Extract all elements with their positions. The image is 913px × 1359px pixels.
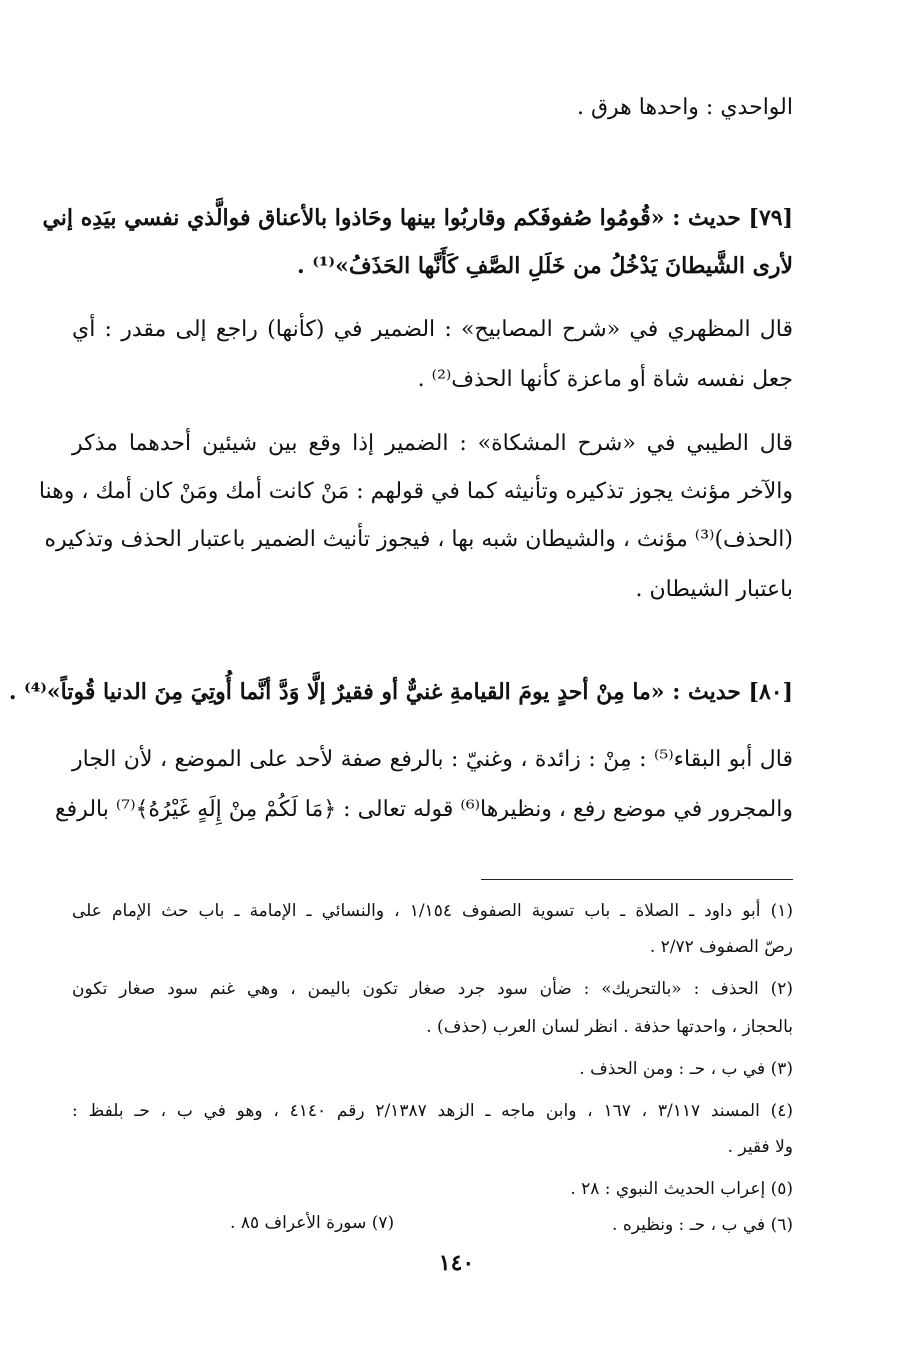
hadith-79-line-1: [٧٩] حديث : «قُومُوا صُفوفَكم وقاربُوا بينها وحَاذوا بالأعناق فوالَّذي نفسي بيَدِه إني (42, 205, 793, 231)
footnote-7: (٧) سورة الأعراف ٨٥ . (230, 1213, 395, 1233)
abulbaqa-line-2: والمجرور في موضع رفع ، ونظيرها⁽⁶⁾ قوله تعالى : ﴿مَا لَكُمْ مِنْ إِلَهٍ غَيْرُهُ﴾⁽⁷⁾ بالرفع (54, 797, 793, 822)
footnote-4-line-1: (٤) المسند ٣/١١٧ ، ١٦٧ ، وابن ماجه ـ الزهد ٢/١٣٨٧ رقم ٤١٤٠ ، وهو في ب ، حـ بلفظ : (72, 1101, 794, 1121)
footnote-separator (481, 879, 793, 880)
mazhari-line-1: قال المظهري في «شرح المصابيح» : الضمير في (كأنها) راجع إلى مقدر : أي (72, 317, 793, 342)
tibi-line-3: (الحذف)⁽³⁾ مؤنث ، والشيطان شبه بها ، فيجوز تأنيث الضمير باعتبار الحذف وتذكيره (44, 527, 793, 552)
footnote-2-line-2: بالحجاز ، واحدتها حذفة . انظر لسان العرب (حذف) . (426, 1017, 793, 1037)
tibi-line-4: باعتبار الشيطان . (635, 577, 793, 602)
footnote-4-line-2: ولا فقير . (727, 1137, 793, 1157)
tibi-line-2: والآخر مؤنث يجوز تذكيره وتأنيثه كما في قولهم : مَنْ كانت أمك ومَنْ كان أمك ، وهنا (38, 479, 793, 504)
mazhari-line-2: جعل نفسه شاة أو ماعزة كأنها الحذف⁽²⁾ . (417, 367, 793, 392)
footnote-1-line-1: (١) أبو داود ـ الصلاة ـ باب تسوية الصفوف ١/١٥٤ ، والنسائي ـ الإمامة ـ باب حث الإمام على (72, 901, 793, 921)
hadith-80-line-1: [٨٠] حديث : «ما مِنْ أحدٍ يومَ القيامةِ غنيٌّ أو فقيرٌ إلَّا وَدَّ أنَّما أُوتِيَ مِنَ الدنيا قُوتاً»⁽⁴⁾ . (8, 679, 793, 705)
abulbaqa-line-1: قال أبو البقاء⁽⁵⁾ : مِنْ : زائدة ، وغنيّ : بالرفع صفة لأحد على الموضع ، لأن الجار (72, 747, 793, 772)
footnote-6: (٦) في ب ، حـ : ونظيره . (612, 1215, 793, 1235)
text-line-1: الواحدي : واحدها هرق . (576, 95, 793, 120)
footnote-2-line-1: (٢) الحذف : «بالتحريك» : ضأن سود جرد صغار تكون باليمن ، وهي غنم سود صغار تكون (72, 979, 793, 999)
page-number: ١٤٠ (438, 1250, 475, 1276)
footnote-1-line-2: رصّ الصفوف ٢/٧٢ . (649, 937, 793, 957)
footnote-5: (٥) إعراب الحديث النبوي : ٢٨ . (570, 1179, 793, 1199)
tibi-line-1: قال الطيبي في «شرح المشكاة» : الضمير إذا وقع بين شيئين أحدهما مذكر (72, 431, 793, 456)
footnote-3: (٣) في ب ، حـ : ومن الحذف . (579, 1059, 793, 1079)
hadith-79-line-2: لأرى الشَّيطانَ يَدْخُلُ من خَلَلِ الصَّفِ كَأَنَّها الحَذَفُ»⁽¹⁾ . (297, 253, 793, 279)
